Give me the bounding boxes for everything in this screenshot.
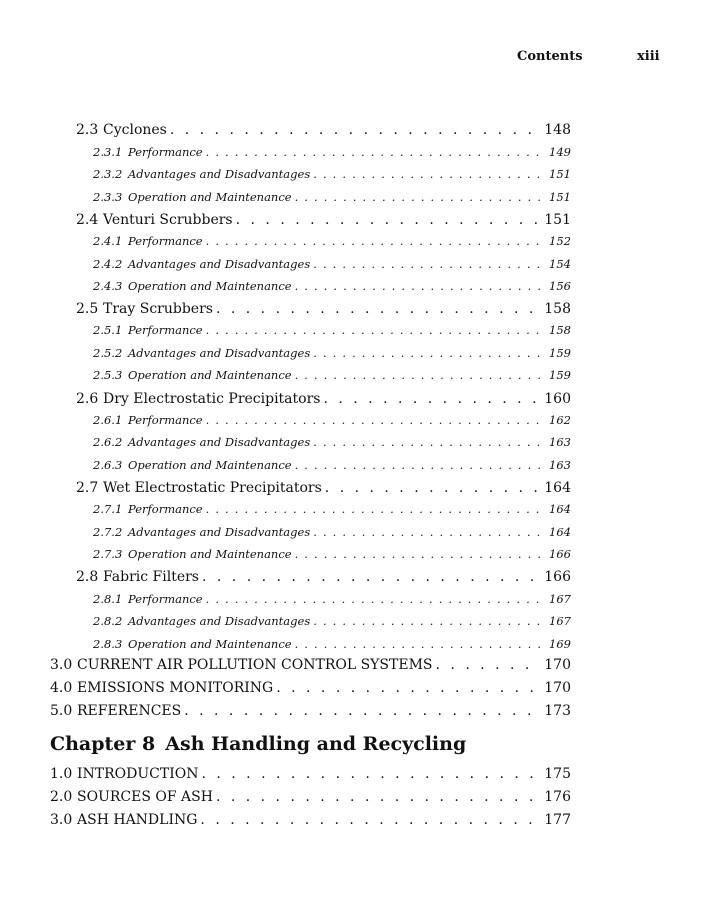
- toc-entry-page: 169: [549, 637, 571, 651]
- toc-entry-title: Performance: [128, 413, 203, 427]
- toc-entry[interactable]: [93, 167, 571, 181]
- toc-entry-number: 2.6: [76, 391, 99, 407]
- leader-dots: [236, 212, 542, 228]
- toc-entry[interactable]: [93, 190, 571, 204]
- toc-entry-page: 162: [549, 413, 571, 427]
- toc-entry[interactable]: [76, 301, 571, 317]
- toc-entry-title: Tray Scrubbers: [103, 301, 213, 317]
- toc-entry-title: EMISSIONS MONITORING: [77, 680, 274, 696]
- toc-entry[interactable]: [93, 413, 571, 427]
- leader-dots: [313, 346, 546, 360]
- toc-entry-title: Advantages and Disadvantages: [128, 525, 311, 539]
- toc-entry-number: 3.0: [50, 657, 73, 673]
- leader-dots: [325, 480, 541, 496]
- toc-entry-title: Operation and Maintenance: [128, 190, 292, 204]
- toc-entry-page: 170: [544, 680, 571, 696]
- leader-dots: [313, 257, 546, 271]
- header-title: Contents: [517, 49, 583, 64]
- toc-entry[interactable]: [93, 502, 571, 516]
- toc-entry-number: 2.7: [76, 480, 99, 496]
- toc-entry-title: Operation and Maintenance: [128, 368, 292, 382]
- toc-entry-number: 2.4.3: [93, 279, 123, 293]
- toc-entry-title: Performance: [128, 592, 203, 606]
- toc-entry-number: 2.5.3: [93, 368, 123, 382]
- toc-entry-title: CURRENT AIR POLLUTION CONTROL SYSTEMS: [77, 657, 433, 673]
- toc-entry-page: 151: [549, 167, 571, 181]
- toc-entry[interactable]: [93, 257, 571, 271]
- leader-dots: [206, 592, 546, 606]
- toc-entry[interactable]: [93, 323, 571, 337]
- toc-entry-page: 154: [549, 257, 571, 271]
- leader-dots: [184, 703, 541, 719]
- toc-entry[interactable]: [76, 569, 571, 585]
- toc-entry-page: 167: [549, 592, 571, 606]
- toc-entry-page: 156: [549, 279, 571, 293]
- toc-entry-page: 173: [544, 703, 571, 719]
- toc-entry-page: 175: [544, 766, 571, 782]
- leader-dots: [436, 657, 542, 673]
- leader-dots: [206, 413, 546, 427]
- toc-entry-page: 148: [544, 122, 571, 138]
- toc-entry[interactable]: [93, 234, 571, 248]
- toc-entry-title: Performance: [128, 502, 203, 516]
- toc-entry[interactable]: [93, 592, 571, 606]
- leader-dots: [295, 279, 546, 293]
- toc-entry[interactable]: [50, 812, 571, 828]
- leader-dots: [313, 614, 546, 628]
- toc-entry[interactable]: [93, 458, 571, 472]
- toc-entry-title: SOURCES OF ASH: [77, 789, 213, 805]
- leader-dots: [200, 812, 541, 828]
- leader-dots: [201, 766, 541, 782]
- toc-entry-title: Performance: [128, 323, 203, 337]
- toc-entry-number: 2.5.2: [93, 346, 123, 360]
- toc-entry-title: Operation and Maintenance: [128, 458, 292, 472]
- toc-entry-page: 151: [544, 212, 571, 228]
- toc-entry[interactable]: [93, 547, 571, 561]
- leader-dots: [323, 391, 541, 407]
- toc-entry-number: 2.8.1: [93, 592, 123, 606]
- toc-entry[interactable]: [93, 435, 571, 449]
- toc-entry-number: 2.4.2: [93, 257, 123, 271]
- toc-entry-number: 2.8.3: [93, 637, 123, 651]
- toc-entry-title: Venturi Scrubbers: [103, 212, 233, 228]
- toc-entry-number: 2.8.2: [93, 614, 123, 628]
- toc-entry-page: 152: [549, 234, 571, 248]
- toc-entry[interactable]: [76, 391, 571, 407]
- toc-entry-page: 164: [549, 502, 571, 516]
- toc-entry-page: 166: [549, 547, 571, 561]
- toc-entry[interactable]: [50, 766, 571, 782]
- leader-dots: [216, 789, 541, 805]
- toc-entry[interactable]: [93, 637, 571, 651]
- toc-entry-number: 2.7.3: [93, 547, 123, 561]
- toc-entry-page: 163: [549, 435, 571, 449]
- leader-dots: [295, 190, 546, 204]
- toc-entry-title: Advantages and Disadvantages: [128, 346, 311, 360]
- toc-entry-number: 2.8: [76, 569, 99, 585]
- toc-entry-number: 4.0: [50, 680, 73, 696]
- toc-entry-number: 2.3.1: [93, 145, 123, 159]
- running-header: [0, 49, 707, 69]
- leader-dots: [170, 122, 541, 138]
- toc-entry[interactable]: [50, 680, 571, 696]
- toc-entry-number: 2.3.2: [93, 167, 123, 181]
- toc-entry-number: 2.7.2: [93, 525, 123, 539]
- toc-entry-title: Fabric Filters: [103, 569, 199, 585]
- toc-entry-page: 164: [549, 525, 571, 539]
- toc-entry-title: ASH HANDLING: [77, 812, 198, 828]
- toc-entry-title: Advantages and Disadvantages: [128, 614, 311, 628]
- toc-entry-number: 2.6.1: [93, 413, 123, 427]
- toc-entry-title: Advantages and Disadvantages: [128, 167, 311, 181]
- toc-entry[interactable]: [76, 122, 571, 138]
- toc-entry-title: Wet Electrostatic Precipitators: [103, 480, 322, 496]
- toc-entry-number: 2.4: [76, 212, 99, 228]
- leader-dots: [206, 502, 546, 516]
- toc-entry-title: Performance: [128, 234, 203, 248]
- leader-dots: [206, 323, 546, 337]
- toc-entry-number: 3.0: [50, 812, 73, 828]
- leader-dots: [295, 547, 546, 561]
- toc-entry-title: Operation and Maintenance: [128, 637, 292, 651]
- toc-entry-number: 2.3.3: [93, 190, 123, 204]
- toc-entry[interactable]: [93, 346, 571, 360]
- toc-entry-page: 163: [549, 458, 571, 472]
- toc-entry-page: 167: [549, 614, 571, 628]
- toc-entry[interactable]: [93, 145, 571, 159]
- toc-entry-number: 5.0: [50, 703, 73, 719]
- chapter-title: Ash Handling and Recycling: [165, 733, 467, 755]
- toc-entry-title: Operation and Maintenance: [128, 279, 292, 293]
- toc-entry[interactable]: [93, 525, 571, 539]
- toc-entry-number: 2.6.3: [93, 458, 123, 472]
- toc-entry-number: 2.4.1: [93, 234, 123, 248]
- toc-entry-page: 164: [544, 480, 571, 496]
- toc-entry-number: 2.3: [76, 122, 99, 138]
- leader-dots: [202, 569, 541, 585]
- toc-entry-title: Operation and Maintenance: [128, 547, 292, 561]
- toc-entry-title: Advantages and Disadvantages: [128, 435, 311, 449]
- toc-entry-page: 149: [549, 145, 571, 159]
- toc-entry-number: 2.5: [76, 301, 99, 317]
- toc-entry-title: Advantages and Disadvantages: [128, 257, 311, 271]
- toc-entry-page: 177: [544, 812, 571, 828]
- leader-dots: [295, 368, 546, 382]
- toc-entry-page: 166: [544, 569, 571, 585]
- toc-entry-title: Performance: [128, 145, 203, 159]
- toc-entry-number: 2.5.1: [93, 323, 123, 337]
- leader-dots: [206, 234, 546, 248]
- toc-entry[interactable]: [76, 480, 571, 496]
- toc-entry-page: 176: [544, 789, 571, 805]
- chapter-label: Chapter 8: [50, 733, 156, 755]
- toc-entry-title: REFERENCES: [77, 703, 182, 719]
- toc-entry-page: 158: [544, 301, 571, 317]
- header-page-number: xiii: [637, 49, 660, 64]
- leader-dots: [276, 680, 541, 696]
- leader-dots: [313, 167, 546, 181]
- toc-entry[interactable]: [93, 279, 571, 293]
- toc-entry[interactable]: [50, 789, 571, 805]
- toc-entry-title: Dry Electrostatic Precipitators: [103, 391, 321, 407]
- toc-entry-title: Cyclones: [103, 122, 167, 138]
- toc-entry[interactable]: [76, 212, 571, 228]
- leader-dots: [216, 301, 541, 317]
- toc-entry-page: 158: [549, 323, 571, 337]
- toc-entry-page: 159: [549, 368, 571, 382]
- leader-dots: [295, 637, 546, 651]
- leader-dots: [206, 145, 546, 159]
- toc-entry-page: 151: [549, 190, 571, 204]
- toc-entry-title: INTRODUCTION: [77, 766, 199, 782]
- leader-dots: [313, 435, 546, 449]
- toc-entry[interactable]: [93, 614, 571, 628]
- toc-entry-number: 2.6.2: [93, 435, 123, 449]
- leader-dots: [313, 525, 546, 539]
- toc-entry-page: 159: [549, 346, 571, 360]
- toc-entry[interactable]: [50, 657, 571, 673]
- toc-entry[interactable]: [93, 368, 571, 382]
- toc-entry-page: 170: [544, 657, 571, 673]
- toc-entry-number: 2.7.1: [93, 502, 123, 516]
- toc-entry-number: 1.0: [50, 766, 73, 782]
- chapter-heading: [50, 733, 466, 755]
- toc-entry[interactable]: [50, 703, 571, 719]
- toc-entry-page: 160: [544, 391, 571, 407]
- leader-dots: [295, 458, 546, 472]
- toc-entry-number: 2.0: [50, 789, 73, 805]
